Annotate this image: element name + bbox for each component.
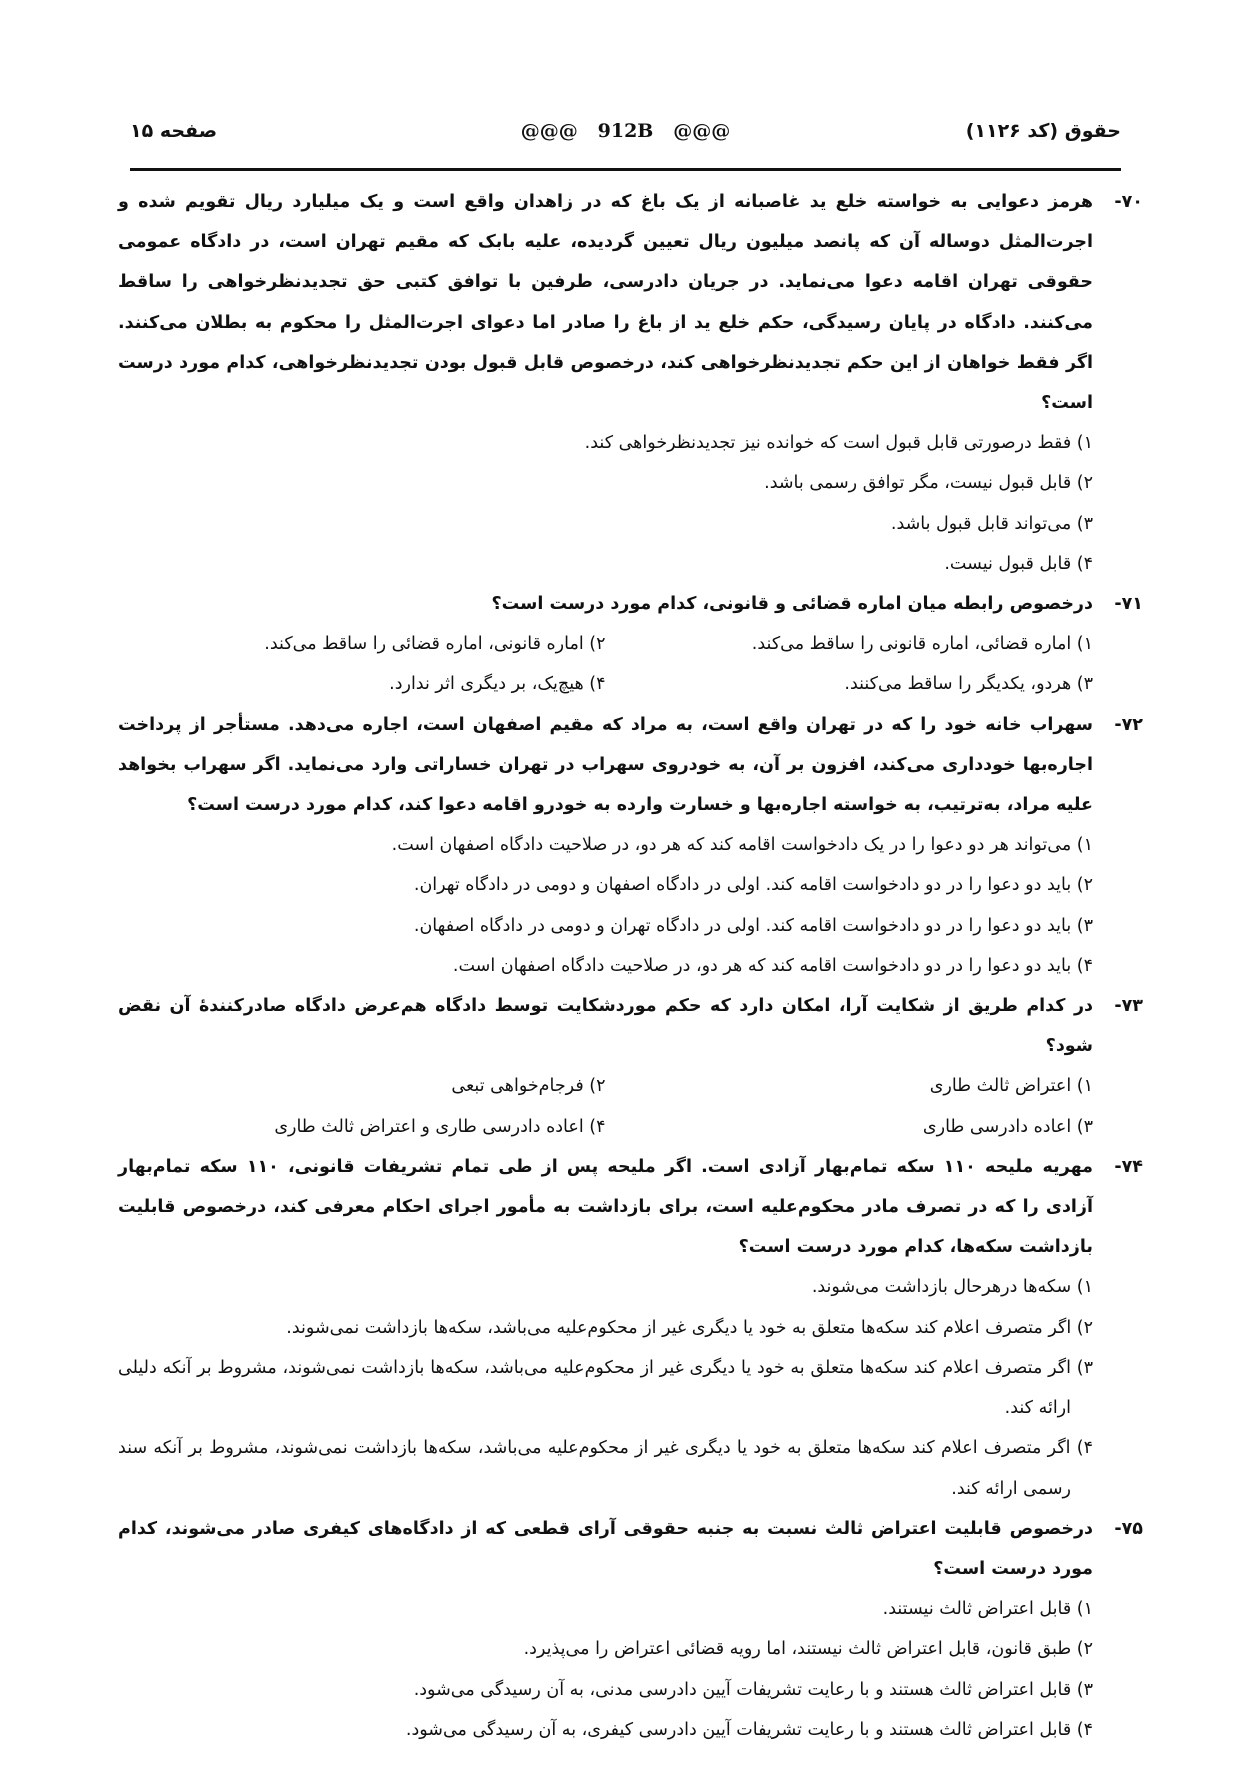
options-row: [118, 1066, 1093, 1106]
option-1: ۱) فقط درصورتی قابل قبول است که خوانده نیز تجدیدنظرخواهی کند.: [584, 433, 1093, 454]
booklet-code: @@@ 912B @@@: [520, 120, 731, 142]
option-3: ۳) هردو، یکدیگر را ساقط می‌کنند.: [844, 674, 1093, 695]
option-2: ۲) طبق قانون، قابل اعتراض ثالث نیستند، اما رویه قضائی اعتراض را می‌پذیرد.: [523, 1639, 1093, 1660]
question-72: [118, 705, 1143, 986]
option-1: ۱) سکه‌ها درهرحال بازداشت می‌شوند.: [811, 1277, 1093, 1298]
option-1: ۱) اماره قضائی، اماره قانونی را ساقط می‌کند.: [751, 634, 1093, 655]
question-number: ۷۴-: [1114, 1156, 1143, 1177]
question-73: [118, 986, 1143, 1147]
question-stem: درخصوص قابلیت اعتراض ثالث نسبت به جنبه حقوقی آرای قطعی که از دادگاه‌های کیفری صادر می‌شوند، کدام مورد درست است؟: [118, 1518, 1093, 1579]
option-2: ۲) قابل قبول نیست، مگر توافق رسمی باشد.: [764, 473, 1093, 494]
questions-area: [118, 182, 1143, 1750]
option-2: ۲) اماره قانونی، اماره قضائی را ساقط می‌کند.: [264, 634, 606, 655]
option-4: ۴) اگر متصرف اعلام کند سکه‌ها متعلق به خود یا دیگری غیر از محکوم‌علیه می‌باشد، سکه‌ها بازداشت نمی‌شوند، مشروط بر آنکه سند رسمی ارائه کند.: [118, 1438, 1093, 1499]
question-75: [118, 1509, 1143, 1750]
question-number: ۷۳-: [1114, 996, 1143, 1017]
question-number: ۷۱-: [1114, 594, 1143, 615]
option-4: ۴) هیچ‌یک، بر دیگری اثر ندارد.: [389, 674, 606, 695]
option-3: ۳) اعاده دادرسی طاری: [922, 1116, 1093, 1137]
option-2: ۲) اگر متصرف اعلام کند سکه‌ها متعلق به خود یا دیگری غیر از محکوم‌علیه می‌باشد، سکه‌ها بازداشت نمی‌شوند.: [286, 1317, 1093, 1338]
option-3: ۳) باید دو دعوا را در دو دادخواست اقامه کند. اولی در دادگاه تهران و دومی در دادگاه اصفهان.: [413, 915, 1093, 936]
question-stem: سهراب خانه خود را که در تهران واقع است، به مراد که مقیم اصفهان است، اجاره می‌دهد. مستأجر از پرداخت اجاره‌بها خودداری می‌کند، افزون بر آن، به خودروی سهراب در تهران خساراتی وارد می‌نماید. اگر سهراب بخواهد علیه مراد، به‌ترتیب، به خواسته اجاره‌بها و خسارت وارده به خودرو اقامه دعوا کند، کدام مورد درست است؟: [118, 714, 1093, 816]
option-2: ۲) فرجام‌خواهی تبعی: [451, 1076, 606, 1097]
options-row: [118, 1107, 1093, 1147]
option-1: ۱) می‌تواند هر دو دعوا را در یک دادخواست اقامه کند که هر دو، در صلاحیت دادگاه اصفهان است.: [391, 835, 1093, 856]
question-number: ۷۰-: [1114, 192, 1143, 212]
options-row: [118, 624, 1093, 664]
options-row: [118, 664, 1093, 704]
option-4: ۴) اعاده دادرسی طاری و اعتراض ثالث طاری: [274, 1116, 606, 1137]
option-2: ۲) باید دو دعوا را در دو دادخواست اقامه کند. اولی در دادگاه اصفهان و دومی در دادگاه تهران.: [413, 875, 1093, 896]
question-stem: مهریه ملیحه ۱۱۰ سکه تمام‌بهار آزادی است. اگر ملیحه پس از طی تمام تشریفات قانونی، ۱۱۰ سکه تمام‌بهار آزادی را که در تصرف مادر محکوم‌علیه است، برای بازداشت به مأمور اجرای احکام معرفی کند، درخصوص قابلیت بازداشت سکه‌ها، کدام مورد درست است؟: [118, 1156, 1093, 1258]
page-number: صفحه ۱۵: [130, 120, 218, 142]
page-header: [130, 112, 1121, 152]
question-70: [118, 182, 1143, 584]
option-3: ۳) قابل اعتراض ثالث هستند و با رعایت تشریفات آیین دادرسی مدنی، به آن رسیدگی می‌شود.: [413, 1679, 1093, 1700]
question-stem: هرمز دعوایی به خواسته خلع ید غاصبانه از یک باغ که در زاهدان واقع است و یک میلیارد ریال تقویم شده و اجرت‌المثل دوساله آن که پانصد میلیون ریال تعیین گردیده، علیه بابک که مقیم تهران است، در دادگاه عمومی حقوقی تهران اقامه دعوا می‌نماید. در جریان دادرسی، طرفین با توافق کتبی حق تجدیدنظرخواهی را ساقط می‌کنند. دادگاه در پایان رسیدگی، حکم خلع ید از باغ را صادر اما دعوای اجرت‌المثل را محکوم به بطلان می‌کنند. اگر فقط خواهان از این حکم تجدیدنظرخواهی کند، درخصوص قابل قبول بودن تجدیدنظرخواهی، کدام مورد درست است؟: [118, 192, 1093, 414]
subject-code: حقوق (کد ۱۱۲۶): [965, 120, 1121, 142]
option-1: ۱) اعتراض ثالث طاری: [929, 1076, 1093, 1097]
question-stem: در کدام طریق از شکایت آرا، امکان دارد که حکم موردشکایت توسط دادگاه هم‌عرض دادگاه صادرکنندهٔ آن نقض شود؟: [118, 996, 1093, 1057]
option-3: ۳) اگر متصرف اعلام کند سکه‌ها متعلق به خود یا دیگری غیر از محکوم‌علیه می‌باشد، سکه‌ها بازداشت نمی‌شوند، مشروط بر آنکه دلیلی ارائه کند.: [118, 1357, 1093, 1419]
option-4: ۴) قابل اعتراض ثالث هستند و با رعایت تشریفات آیین دادرسی کیفری، به آن رسیدگی می‌شود.: [405, 1719, 1093, 1740]
option-1: ۱) قابل اعتراض ثالث نیستند.: [882, 1599, 1093, 1620]
question-number: ۷۵-: [1114, 1518, 1143, 1539]
header-divider: [130, 168, 1121, 171]
question-number: ۷۲-: [1114, 714, 1143, 735]
option-3: ۳) می‌تواند قابل قبول باشد.: [890, 513, 1093, 534]
option-4: ۴) قابل قبول نیست.: [944, 553, 1093, 574]
question-stem: درخصوص رابطه میان اماره قضائی و قانونی، کدام مورد درست است؟: [491, 594, 1093, 615]
option-4: ۴) باید دو دعوا را در دو دادخواست اقامه کند که هر دو، در صلاحیت دادگاه اصفهان است.: [452, 955, 1093, 976]
question-74: [118, 1147, 1143, 1509]
question-71: [118, 584, 1143, 705]
